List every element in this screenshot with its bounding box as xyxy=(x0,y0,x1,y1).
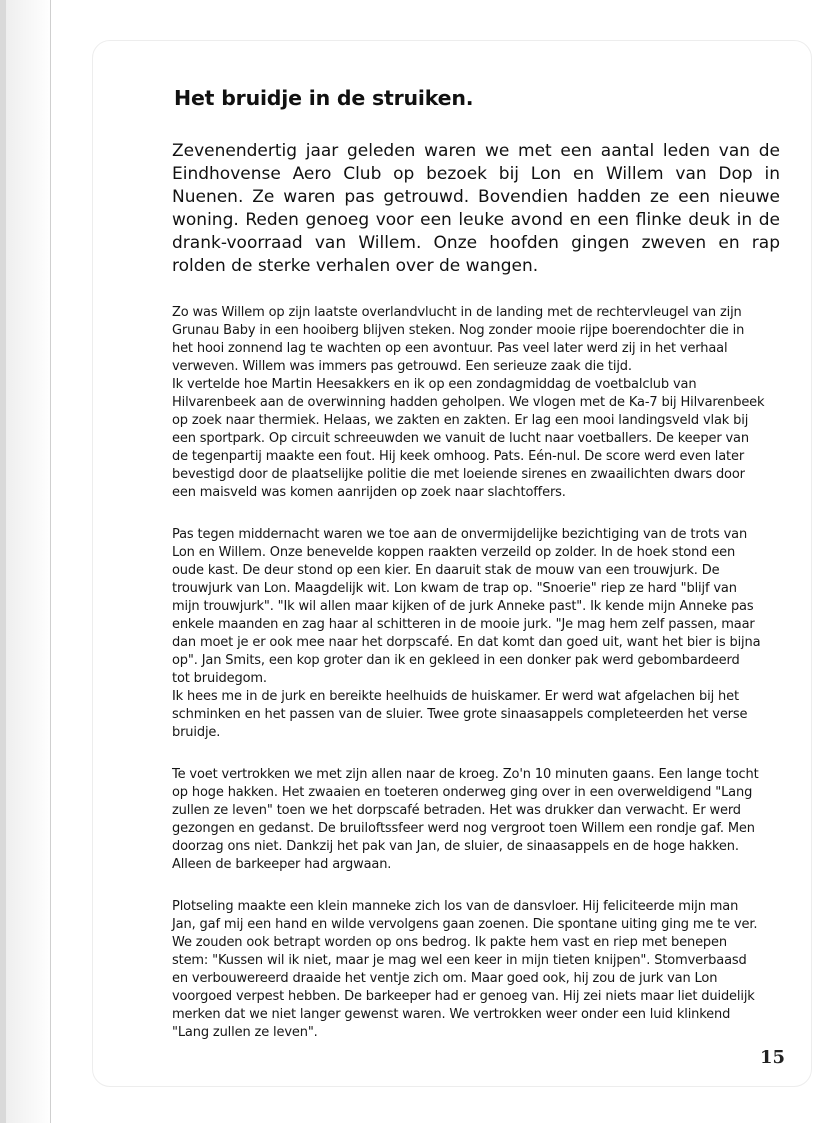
text-line: op zoek naar thermiek. Helaas, we zakten en zakten. Er lag een mooi landingsveld vlak bij xyxy=(172,413,749,428)
page-fold xyxy=(50,0,51,1123)
text-line: en verbouwereerd draaide het ventje zich om. Maar goed ook, hij zou de jurk van Lon xyxy=(172,971,718,986)
binding-edge xyxy=(0,0,6,1123)
text-line: Hilvarenbeek aan de overwinning hadden geholpen. We vlogen met de Ka-7 bij Hilvarenbeek xyxy=(172,395,765,410)
text-line: het hooi zonnend lag te wachten op een avontuur. Pas veel later werd zij in het verhaal xyxy=(172,341,728,356)
text-line: Te voet vertrokken we met zijn allen naar de kroeg. Zo'n 10 minuten gaans. Een lange tocht xyxy=(172,767,759,782)
text-line: gezongen en gedanst. De bruiloftssfeer werd nog vergroot toen Willem een rondje gaf. Men xyxy=(172,821,755,836)
text-line: verweven. Willem was immers pas getrouwd. Een serieuze zaak die tijd. xyxy=(172,359,632,374)
text-line: Ik vertelde hoe Martin Heesakkers en ik op een zondagmiddag de voetbalclub van xyxy=(172,377,697,392)
text-line: "Lang zullen ze leven". xyxy=(172,1025,318,1040)
paragraph-gap xyxy=(172,512,780,526)
text-line: enkele maanden en zag haar al schitteren in de mooie jurk. "Je mag hem zelf passen, maar xyxy=(172,617,755,632)
text-line: stem: "Kussen wil ik niet, maar je mag wel een keer in mijn tieten knijpen". Stomverbaasd xyxy=(172,953,747,968)
text-line: Jan, gaf mij een hand en wilde vervolgens gaan zoenen. Die spontane uiting ging me te ver. xyxy=(172,917,758,932)
text-line: Pas tegen middernacht waren we toe aan de onvermijdelijke bezichtiging van de trots van xyxy=(172,527,748,542)
text-line: een maisveld was komen aanrijden op zoek naar slachtoffers. xyxy=(172,485,566,500)
text-line: op". Jan Smits, een kop groter dan ik en gekleed in een donker pak werd gebombardeerd xyxy=(172,653,740,668)
text-line: de tegenpartij maakte een fout. Hij keek omhoog. Pats. Eén-nul. De score werd even later xyxy=(172,449,745,464)
article-body xyxy=(172,304,780,1042)
text-line: een sportpark. Op circuit schreeuwden we vanuit de lucht naar voetballers. De keeper van xyxy=(172,431,749,446)
page-number: 15 xyxy=(760,1047,786,1068)
text-line: schminken en het passen van de sluier. Twee grote sinaasappels completeerden het verse xyxy=(172,707,748,722)
text-line: Alleen de barkeeper had argwaan. xyxy=(172,857,392,872)
text-line: zullen ze leven" toen we het dorpscafé betraden. Het was drukker dan verwacht. Er werd xyxy=(172,803,741,818)
article-title: Het bruidje in de struiken. xyxy=(174,86,474,110)
paragraph-4 xyxy=(172,898,780,1042)
text-line: oude kast. De deur stond op een kier. En daaruit stak de mouw van een trouwjurk. De xyxy=(172,563,720,578)
text-line: trouwjurk van Lon. Maagdelijk wit. Lon kwam de trap op. "Snoerie" riep ze hard "blijf van xyxy=(172,581,737,596)
paragraph-3 xyxy=(172,766,780,874)
text-line: dan moet je er ook mee naar het dorpscafé. En dat komt dan goed uit, want het bier is bijna xyxy=(172,635,761,650)
paragraph-gap xyxy=(172,884,780,898)
text-line: merken dat we niet langer gewenst waren. We vertrokken weer onder een luid klinkend xyxy=(172,1007,731,1022)
text-line: doorzag ons niet. Dankzij het pak van Jan, de sluier, de sinaasappels en de hoge hakken. xyxy=(172,839,739,854)
paragraph-1 xyxy=(172,304,780,502)
text-line: We zouden ook betrapt worden op ons bedrog. Ik pakte hem vast en riep met benepen xyxy=(172,935,727,950)
article xyxy=(172,86,780,1052)
text-line: Ik hees me in de jurk en bereikte heelhuids de huiskamer. Er werd wat afgelachen bij het xyxy=(172,689,739,704)
text-line: bruidje. xyxy=(172,725,221,740)
text-line: Plotseling maakte een klein manneke zich los van de dansvloer. Hij feliciteerde mijn man xyxy=(172,899,739,914)
paragraph-gap xyxy=(172,752,780,766)
text-line: Grunau Baby in een hooiberg blijven steken. Nog zonder mooie rijpe boerendochter die in xyxy=(172,323,745,338)
text-line: voorgoed verpest hebben. De barkeeper had er genoeg van. Hij zei niets maar liet duidelijk xyxy=(172,989,755,1004)
text-line: bevestigd door de plaatselijke politie die met loeiende sirenes en zwaailichten dwars door xyxy=(172,467,745,482)
text-line: Lon en Willem. Onze benevelde koppen raakten verzeild op zolder. In de hoek stond een xyxy=(172,545,736,560)
text-line: op hoge hakken. Het zwaaien en toeteren onderweg ging over in een overweldigend "Lang xyxy=(172,785,753,800)
text-line: tot bruidegom. xyxy=(172,671,267,686)
text-line: Zo was Willem op zijn laatste overlandvlucht in de landing met de rechtervleugel van zijn xyxy=(172,305,742,320)
paragraph-2 xyxy=(172,526,780,742)
article-intro: Zevenendertig jaar geleden waren we met een aantal leden van de Eindhovense Aero Club op bezoek bij Lon en Willem van Dop in Nuenen. Ze waren pas getrouwd. Bovendien hadden ze een nieuwe woning. Reden genoeg voor een leuke avond en een flinke deuk in de drank-voorraad van Willem. Onze hoofden gingen zweven en rap rolden de sterke verhalen over de wangen. xyxy=(172,141,780,276)
text-line: mijn trouwjurk". "Ik wil allen maar kijken of de jurk Anneke past". Ik kende mijn Anneke pas xyxy=(172,599,754,614)
